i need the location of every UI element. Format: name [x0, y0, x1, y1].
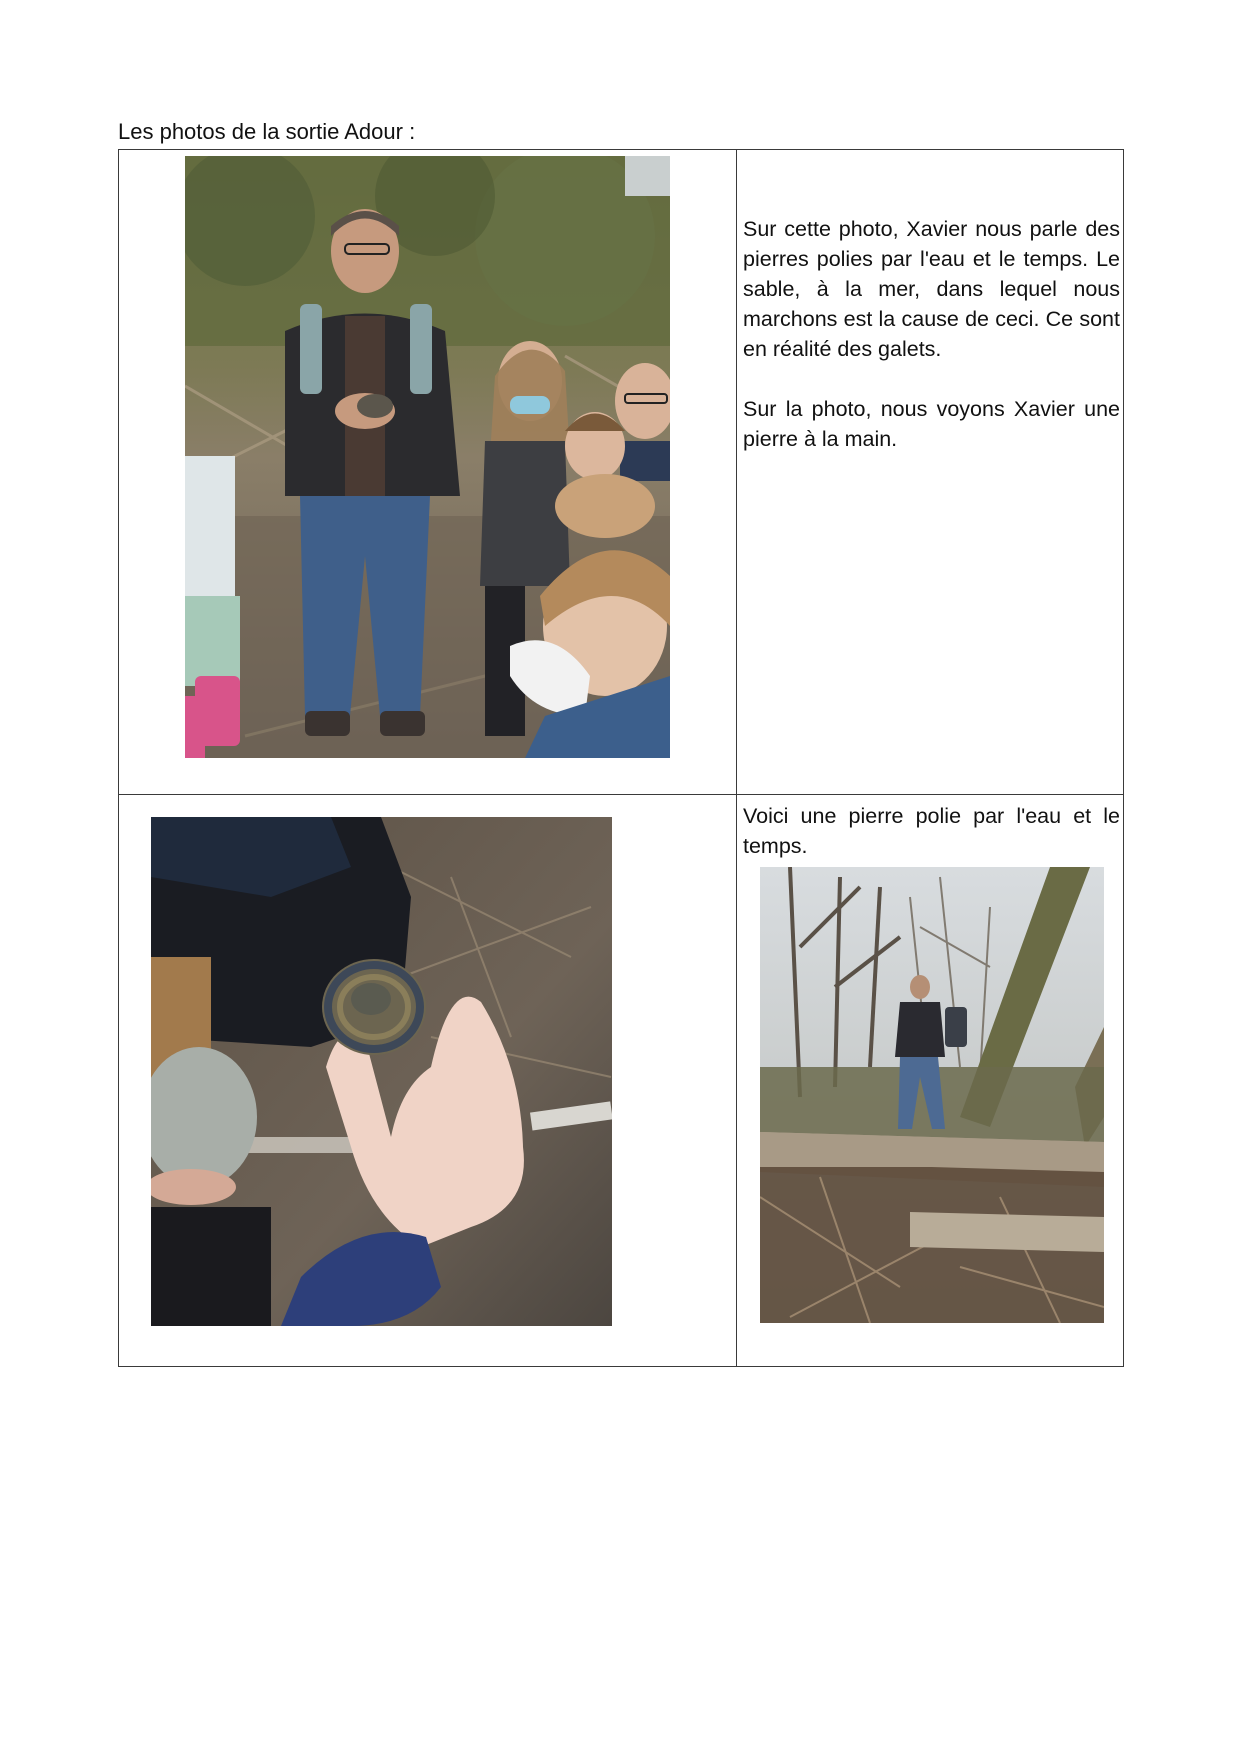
description-xavier-talk	[743, 214, 1120, 454]
description-paragraph: Voici une pierre polie par l'eau et le temps.	[743, 804, 1120, 858]
description-polished-stone	[743, 801, 1120, 861]
page-heading: Les photos de la sortie Adour :	[118, 119, 416, 144]
description-paragraph: Sur cette photo, Xavier nous parle des pierres polies par l'eau et le temps. Le sable, à la mer, dans lequel nous marchons est la cause de ceci. Ce sont en réalité des galets.	[743, 217, 1120, 361]
table-column-divider	[736, 150, 737, 1366]
photo-xavier-on-driftwood	[760, 867, 1104, 1323]
table-row-divider	[119, 794, 1123, 795]
photo-table	[118, 149, 1124, 1367]
photo-xavier-with-children	[185, 156, 670, 758]
description-paragraph: Sur la photo, nous voyons Xavier une pierre à la main.	[743, 397, 1120, 451]
photo-polished-stone-in-hand	[151, 817, 612, 1326]
